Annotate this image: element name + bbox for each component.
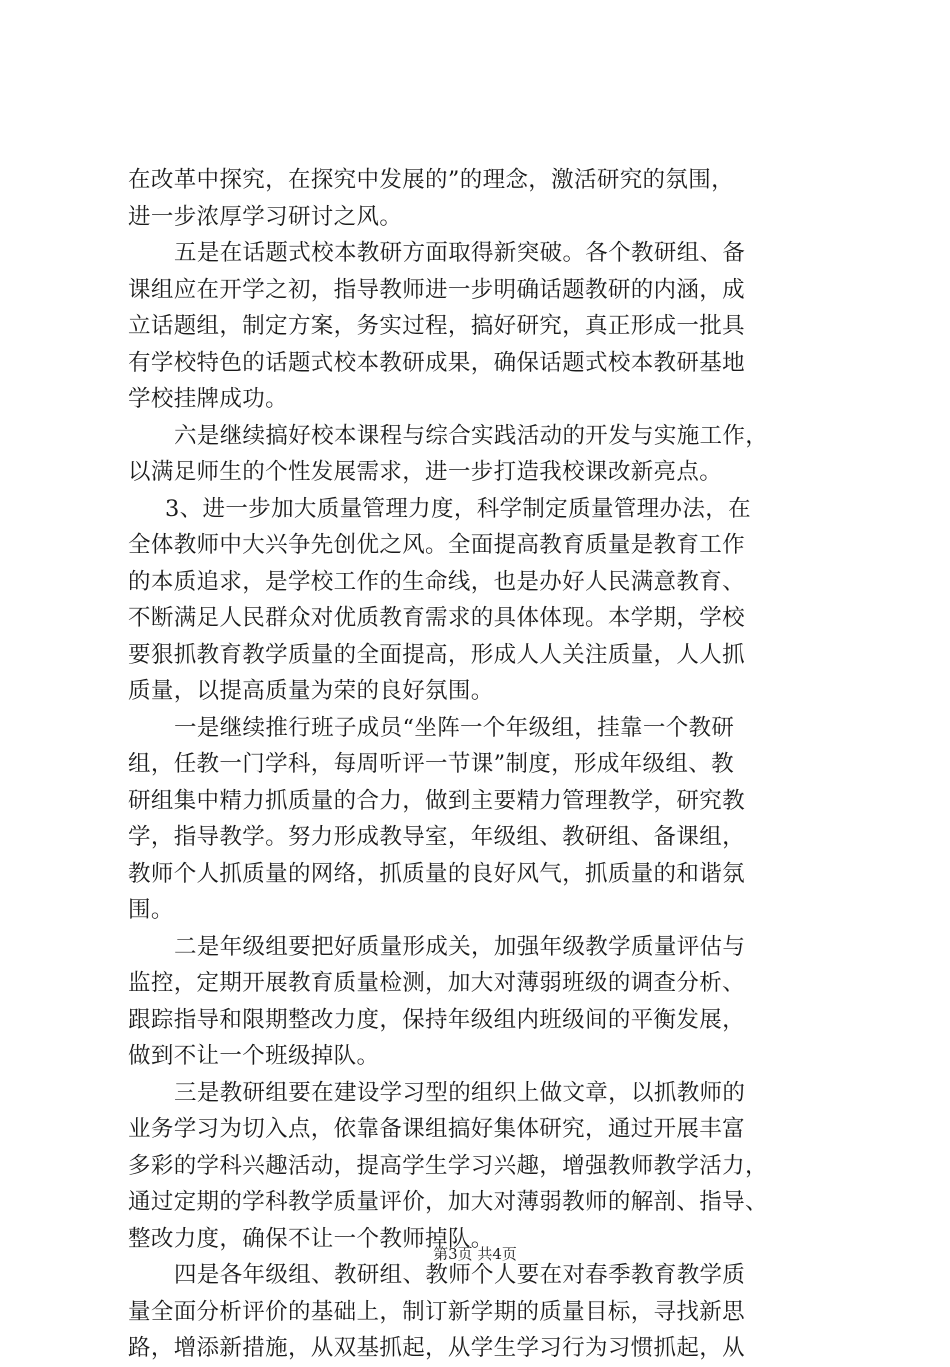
text-line: 质量，以提高质量为荣的良好氛围。 xyxy=(128,678,494,704)
paragraph-start-line: 六是继续搞好校本课程与综合实践活动的开发与实施工作， xyxy=(174,422,769,449)
text-line: 围。 xyxy=(128,897,174,923)
text-line: 全体教师中大兴争先创优之风。全面提高教育质量是教育工作 xyxy=(128,532,745,558)
text-line: 不断满足人民群众对优质教育需求的具体体现。本学期，学校 xyxy=(128,605,745,631)
text-line: 研组集中精力抓质量的合力，做到主要精力管理教学，研究教 xyxy=(128,787,745,814)
text-line: 整改力度，确保不让一个教师掉队。 xyxy=(128,1225,494,1252)
text-line: 立话题组，制定方案，务实过程，搞好研究，真正形成一批具 xyxy=(128,313,745,339)
paragraph-start-line: 二是年级组要把好质量形成关，加强年级教学质量评估与 xyxy=(174,933,746,960)
text-line: 做到不让一个班级掉队。 xyxy=(128,1043,380,1069)
text-line: 进一步浓厚学习研讨之风。 xyxy=(128,203,403,230)
paragraph-start-line: 三是教研组要在建设学习型的组织上做文章，以抓教师的 xyxy=(174,1079,746,1106)
page-footer xyxy=(0,1244,950,1264)
page-number: 第3页 共4页 xyxy=(433,1245,517,1263)
text-line: 组，任教一门学科，每周听评一节课”制度，形成年级组、教 xyxy=(128,751,734,777)
section-heading-line: 3、进一步加大质量管理力度，科学制定质量管理办法，在 xyxy=(165,495,751,522)
text-line: 的本质追求，是学校工作的生命线，也是办好人民满意教育、 xyxy=(128,568,745,595)
paragraph-start-line: 一是继续推行班子成员“坐阵一个年级组，挂靠一个教研 xyxy=(174,714,735,741)
text-line: 在改革中探究，在探究中发展的”的理念，激活研究的氛围， xyxy=(128,167,734,193)
text-line: 学校挂牌成功。 xyxy=(128,386,288,412)
body-text xyxy=(128,162,838,1367)
text-line: 要狠抓教育教学质量的全面提高，形成人人关注质量，人人抓 xyxy=(128,641,745,668)
text-line: 多彩的学科兴趣活动，提高学生学习兴趣，增强教师教学活力， xyxy=(128,1152,768,1179)
text-line: 跟踪指导和限期整改力度，保持年级组内班级间的平衡发展， xyxy=(128,1006,745,1033)
text-line: 学，指导教学。努力形成教导室，年级组、教研组、备课组， xyxy=(128,824,745,850)
text-line: 有学校特色的话题式校本教研成果，确保话题式校本教研基地 xyxy=(128,349,745,376)
text-line: 通过定期的学科教学质量评价，加大对薄弱教师的解剖、指导、 xyxy=(128,1189,768,1215)
text-line: 量全面分析评价的基础上，制订新学期的质量目标，寻找新思 xyxy=(128,1298,745,1325)
text-line: 监控，定期开展教育质量检测，加大对薄弱班级的调查分析、 xyxy=(128,970,745,996)
text-line: 课组应在开学之初，指导教师进一步明确话题教研的内涵，成 xyxy=(128,276,745,303)
paragraph-start-line: 五是在话题式校本教研方面取得新突破。各个教研组、备 xyxy=(174,240,746,266)
text-line: 教师个人抓质量的网络，抓质量的良好风气，抓质量的和谐氛 xyxy=(128,860,745,887)
text-line: 以满足师生的个性发展需求，进一步打造我校课改新亮点。 xyxy=(128,459,723,485)
text-line: 路，增添新措施，从双基抓起，从学生学习行为习惯抓起，从 xyxy=(128,1335,745,1361)
paragraph-start-line: 四是各年级组、教研组、教师个人要在对春季教育教学质 xyxy=(174,1262,746,1288)
text-line: 业务学习为切入点，依靠备课组搞好集体研究，通过开展丰富 xyxy=(128,1116,745,1142)
